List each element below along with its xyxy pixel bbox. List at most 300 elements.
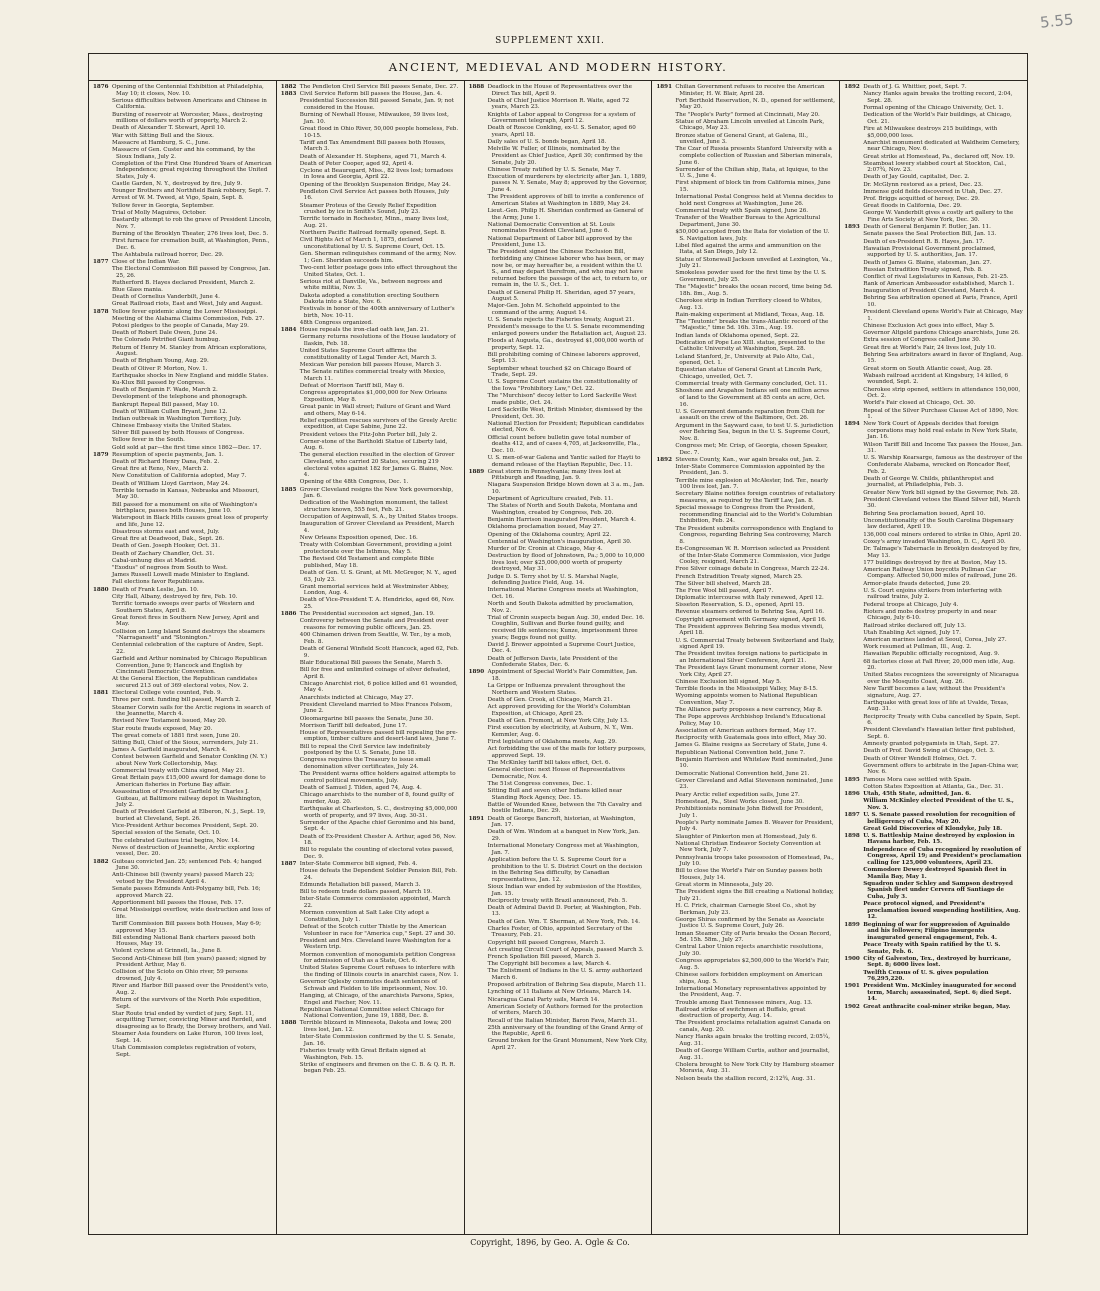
history-entry — [656, 651, 835, 664]
history-entry — [93, 112, 272, 125]
entry-text: Nancy Hanks again breaks the trotting record, 2:04, Sept. 28. — [863, 91, 1013, 104]
history-entry — [281, 771, 460, 784]
entry-year — [93, 133, 112, 140]
entry-text: Indian lands of Oklahoma opened, Sept. 22. — [675, 332, 800, 339]
history-entry — [469, 455, 648, 468]
entry-text: Free Silver coinage debate in Congress, March 22-24. — [675, 566, 830, 573]
history-entry — [844, 756, 1023, 763]
entry-year — [469, 208, 488, 221]
entry-text: Statue of Stonewall Jackson unveiled at Lexington, Va., July 21. — [675, 256, 833, 270]
history-entry — [281, 584, 460, 597]
history-entry — [656, 707, 835, 714]
history-entry — [469, 352, 648, 365]
entry-text: International Marine Congress meets at Washington, Oct. 16. — [487, 587, 639, 600]
history-entry — [93, 956, 272, 969]
history-frame — [88, 53, 1028, 1235]
entry-year — [281, 500, 300, 513]
entry-year — [281, 1034, 300, 1047]
entry-text: First legislature of Oklahoma meets, Aug. 29. — [487, 738, 617, 745]
history-entry — [281, 362, 460, 369]
entry-text: James A. Garfield inaugurated, March 4. — [112, 747, 227, 754]
entry-year — [844, 140, 863, 153]
entry-text: Yellow fever in the South. — [112, 437, 185, 444]
entry-year — [656, 889, 675, 902]
entry-year — [844, 763, 863, 776]
history-entry — [281, 723, 460, 730]
entry-year — [844, 246, 863, 259]
history-entry — [281, 597, 460, 610]
entry-text: Rioters and mobs destroy property in and near Chicago, July 6-10. — [863, 608, 997, 622]
entry-text: Death of William Cullen Bryant, June 12. — [112, 408, 228, 415]
history-entry — [281, 161, 460, 168]
entry-year — [93, 394, 112, 401]
entry-text: Relief expedition rescues survivors of the Greely Arctic expedition, at Cape Sabine, June 22. — [299, 417, 457, 431]
history-entry — [844, 901, 1023, 921]
entry-year — [281, 542, 300, 555]
entry-text: Hawaiian Provisional Government proclaimed, supported by U. S. authorities, Jan. 17. — [863, 245, 996, 259]
entry-text: Act approved providing for the World's Columbian Exposition, at Chicago, April 25. — [487, 704, 631, 717]
entry-text: Chinese Exclusion Act goes into effect, May 5. — [863, 323, 995, 330]
entry-year — [281, 189, 300, 202]
history-entry — [656, 834, 835, 841]
history-entry — [281, 154, 460, 161]
entry-text: Hawaiian Republic officially recognized, Aug. 9. — [863, 651, 1000, 658]
entry-text: Bill for free and unlimited coinage of silver defeated, April 8. — [299, 666, 451, 680]
history-entry — [656, 229, 835, 242]
history-entry — [281, 203, 460, 216]
entry-year — [469, 683, 488, 696]
entry-year — [469, 961, 488, 968]
entry-year — [281, 1007, 300, 1020]
entry-text: Battle of Wounded Knee, between the 7th Cavalry and hostile Indians, Dec. 29. — [487, 801, 642, 815]
entry-year: 1888 — [280, 1020, 297, 1027]
entry-year — [281, 806, 300, 819]
entry-year — [93, 188, 112, 195]
history-entry — [469, 760, 648, 767]
entry-year — [469, 532, 488, 539]
entry-year — [93, 423, 112, 430]
history-entry — [469, 601, 648, 614]
history-entry — [93, 125, 272, 132]
entry-text: National Department of Labor bill approved by the President, June 13. — [487, 235, 633, 249]
history-entry — [281, 535, 460, 542]
entry-text: Great panic in Wall street; Failure of Grant and Ward and others, May 6-14. — [299, 403, 451, 417]
history-entry — [469, 961, 648, 968]
history-entry — [844, 126, 1023, 139]
entry-year — [656, 319, 675, 332]
history-entry — [281, 681, 460, 694]
history-entry — [844, 288, 1023, 295]
entry-text: The Ashtabula railroad horror, Dec. 29. — [112, 251, 224, 258]
entry-year — [844, 323, 863, 330]
entry-year — [93, 579, 112, 586]
history-entry — [469, 989, 648, 996]
entry-text: Inauguration of President Cleveland, March 4. — [863, 288, 996, 295]
history-entry — [844, 581, 1023, 588]
history-entry — [656, 1062, 835, 1075]
history-entry — [93, 1031, 272, 1044]
entry-text: Bill extending National Bank charters passed both Houses, May 19. — [112, 934, 256, 948]
entry-year — [844, 189, 863, 196]
entry-year — [281, 646, 300, 659]
history-entry — [656, 595, 835, 602]
entry-text: President Cleveland vetoes the Bland Silver bill, March 30. — [863, 496, 1021, 510]
entry-year: 1887 — [280, 861, 297, 868]
entry-text: Guiteau convicted Jan. 25; sentenced Feb. 4; hanged June 30. — [112, 858, 262, 872]
entry-text: Great fire at Deadwood, Dak., Sept. 26. — [112, 536, 225, 543]
history-entry — [656, 1076, 835, 1083]
entry-text: Waterspout in Black Hills causes great loss of property and life, June 12. — [112, 515, 269, 528]
entry-text: United States recognizes the sovereignty of Nicaragua over the Mosquito Coast, Aug. 26. — [863, 672, 1019, 685]
history-entry — [93, 252, 272, 259]
entry-year — [281, 924, 300, 937]
entry-text: Bill to redeem trade dollars passed, March 19. — [299, 889, 433, 896]
history-entry — [93, 488, 272, 501]
history-entry — [93, 430, 272, 437]
entry-text: North and South Dakota admitted by proclamation, Nov. 2. — [487, 601, 634, 614]
history-entry — [656, 986, 835, 999]
history-entry — [93, 287, 272, 294]
history-entry — [93, 907, 272, 920]
entry-year — [844, 476, 863, 489]
entry-year — [844, 539, 863, 546]
entry-text: Shoshone and Arapahoe Indians sell one million acres of land to the Government at 85 cents an acre, Oct. 16. — [675, 388, 829, 408]
entry-text: Death of William Lloyd Garrison, May 24. — [112, 480, 230, 487]
entry-text: Steamboat lowery stabbed court at Stockton, Cal., 2:07¾, Nov. 23. — [863, 160, 1007, 174]
entry-text: The States of North and South Dakota, Montana and Washington, created by Congress, Feb. 20. — [487, 503, 638, 517]
history-entry — [844, 1004, 1023, 1011]
entry-year — [656, 243, 675, 256]
history-entry — [469, 940, 648, 947]
history-entry — [281, 500, 460, 513]
history-entry — [93, 181, 272, 188]
history-entry — [469, 1038, 648, 1051]
entry-year — [469, 324, 488, 337]
entry-text: World's Fair closed at Chicago, Oct. 30. — [863, 400, 976, 407]
entry-year — [469, 524, 488, 531]
entry-year — [656, 119, 675, 132]
entry-year — [281, 910, 300, 923]
history-entry — [656, 972, 835, 985]
entry-text: Nancy Hanks again breaks the trotting record, 2:05¼, Aug. 31. — [675, 1034, 831, 1047]
entry-text: Death of Gen. Wm. T. Sherman, at New York, Feb. 14. — [487, 918, 641, 925]
history-entry — [656, 312, 835, 319]
history-entry — [656, 409, 835, 422]
entry-text: The President approves Behring Sea modus vivendi, April 18. — [675, 623, 824, 637]
entry-year — [469, 366, 488, 379]
entry-year — [93, 409, 112, 416]
entry-year — [93, 181, 112, 188]
entry-text: Death of Cornelius Vanderbilt, June 4. — [112, 294, 220, 301]
entry-year — [93, 358, 112, 365]
history-entry — [93, 452, 272, 459]
history-entry — [93, 1011, 272, 1031]
entry-text: Congress requires the Treasury to issue small denomination silver certificates, July 24. — [299, 757, 431, 771]
entry-year — [281, 785, 300, 792]
entry-year — [469, 905, 488, 918]
entry-year — [93, 551, 112, 558]
history-entry — [281, 320, 460, 327]
history-entry — [844, 387, 1023, 400]
history-entry — [656, 354, 835, 367]
entry-text: Death of Richard Henry Dana, Feb. 2. — [112, 459, 220, 465]
entry-year — [844, 408, 863, 421]
history-entry — [281, 265, 460, 278]
history-entry — [281, 293, 460, 306]
entry-text: President vetoes the Fitz-John Porter bill, July 2. — [299, 431, 438, 438]
entry-year: 1897 — [844, 811, 860, 818]
history-entry — [844, 408, 1023, 421]
history-entry — [656, 333, 835, 340]
history-entry — [469, 146, 648, 166]
history-entry — [469, 697, 648, 704]
history-entry — [656, 841, 835, 854]
history-entry — [469, 407, 648, 420]
history-entry — [656, 208, 835, 215]
history-entry — [469, 421, 648, 434]
history-entry — [93, 294, 272, 301]
entry-text: Terrible tornado in Kansas, Nebraska and Missouri, May 30. — [112, 487, 260, 501]
entry-text: Gen. Sherman relinquishes command of the army, Nov. 1; Gen. Sheridan succeeds him. — [299, 251, 457, 264]
entry-text: James G. Blaine resigns as Secretary of State, June 4. — [675, 742, 828, 749]
entry-text: Death of George Bancroft, historian, at Washington, Jan. 17. — [487, 815, 636, 829]
entry-year — [844, 609, 863, 622]
entry-text: The Enlistment of Indians in the U. S. army authorized March 6. — [487, 968, 643, 981]
entry-year — [656, 167, 675, 180]
history-entry — [844, 373, 1023, 386]
entry-year — [93, 900, 112, 907]
entry-year — [469, 857, 488, 883]
history-entry — [469, 496, 648, 503]
history-entry — [93, 629, 272, 642]
history-entry — [844, 366, 1023, 373]
history-entry — [93, 437, 272, 444]
history-entry — [844, 105, 1023, 112]
entry-text: Utah Enabling Act signed, July 17. — [863, 629, 961, 636]
history-entry — [656, 574, 835, 581]
entry-year — [93, 316, 112, 323]
history-entry — [469, 393, 648, 406]
entry-text: Wyoming appoints women to National Republican Convention, May 7. — [675, 693, 818, 706]
entry-text: Terrible mine explosion at McAlester, Ind. Ter., nearly 100 lives lost, Jan. 7. — [675, 477, 829, 491]
supplement-heading: SUPPLEMENT XXII. — [495, 36, 605, 46]
entry-year — [93, 543, 112, 550]
history-entry — [93, 886, 272, 899]
entry-text: The Free Wool bill passed, April 7. — [675, 587, 774, 594]
entry-text: American Society of Authors formed for the protection of writers, March 30. — [487, 1003, 643, 1017]
entry-year — [844, 659, 863, 672]
entry-text: Burning of Newhall House, Milwaukee, 59 lives lost, Jan. 10. — [299, 112, 449, 125]
entry-year — [656, 423, 675, 443]
entry-year — [93, 740, 112, 747]
entry-year — [469, 249, 488, 289]
history-entry — [469, 642, 648, 655]
history-entry — [656, 771, 835, 778]
entry-text: Star route frauds exposed, May 20. — [112, 725, 213, 732]
entry-year — [656, 735, 675, 742]
entry-text: Application before the U. S. Supreme Court for a prohibition to the U. S. District Court on the decision in the Behring Sea difficulty, by Canadian representatives, Jan. 12. — [487, 856, 643, 883]
entry-year — [93, 823, 112, 830]
entry-text: Armor-plate frauds detected, June 29. — [863, 580, 971, 587]
history-entry — [844, 91, 1023, 104]
entry-text: President Wm. McKinley inaugurated for second term, March; assassinated, Sept. 6; died Sept. 14. — [863, 983, 1017, 1003]
entry-year: 1886 — [280, 611, 297, 618]
entry-text: River and Harbor Bill passed over the President's veto, Aug. 2. — [112, 983, 269, 996]
history-entry — [844, 323, 1023, 330]
entry-year: 1898 — [844, 832, 860, 839]
history-entry — [93, 579, 272, 586]
history-entry — [656, 806, 835, 819]
entry-text: General election: next House of Representatives Democratic, Nov. 4. — [487, 767, 626, 780]
entry-text: Potosi pledges to the people of Canada, May 29. — [112, 323, 249, 330]
entry-year — [656, 478, 675, 491]
entry-year — [656, 931, 675, 944]
history-entry — [469, 303, 648, 316]
history-entry — [656, 917, 835, 930]
entry-year — [844, 581, 863, 588]
history-entry — [656, 714, 835, 727]
entry-text: Central Labor Union rejects anarchistic resolutions, July 30. — [675, 944, 824, 957]
history-entry — [281, 882, 460, 889]
entry-text: Repeal of the Silver Purchase Clause Act of 1890, Nov. 1. — [863, 407, 1019, 421]
entry-year — [281, 681, 300, 694]
page-title: ANCIENT, MEDIEVAL AND MODERN HISTORY. — [89, 54, 1027, 81]
entry-text: George W. Vanderbilt gives a costly art gallery to the Fine Arts Society at New York, Dec. 30. — [863, 210, 1014, 223]
entry-text: Statue of Abraham Lincoln unveiled at Lincoln Park, Chicago, May 23. — [675, 118, 825, 132]
entry-text: Violent cyclone at Grinnell, Ia., June 8. — [112, 948, 222, 955]
history-entry — [281, 383, 460, 390]
entry-text: Amnesty granted polygamists in Utah, Sept. 27. — [863, 741, 1000, 748]
entry-text: Death of Chief Justice Morrison R. Waite, aged 72 years, March 23. — [487, 97, 630, 111]
entry-text: Immense gold fields discovered in Utah, Dec. 27. — [863, 188, 1003, 195]
history-entry — [656, 340, 835, 353]
history-entry — [656, 146, 835, 166]
history-entry — [281, 695, 460, 702]
entry-year — [93, 337, 112, 344]
history-entry — [281, 1007, 460, 1020]
entry-text: International Postal Congress held at Vienna decides to hold next Congress at Washington, June 26. — [675, 194, 834, 207]
history-entry — [281, 667, 460, 680]
history-entry — [469, 503, 648, 516]
history-entry — [844, 203, 1023, 210]
entry-year — [656, 693, 675, 706]
entry-year — [844, 400, 863, 407]
entry-text: President's message to the U. S. Senate recommending enlarged powers under the Retaliation act, August 23. — [487, 324, 647, 337]
entry-text: Inter-State Commerce Commission appointed by the President, Jan. 5. — [675, 463, 825, 477]
history-entry — [844, 476, 1023, 489]
entry-text: Nelson beats the stallion record, 2:12¾, Aug. 31. — [675, 1075, 816, 1082]
entry-text: Gold sold at par—the first time since 1862—Dec. 17. — [112, 444, 262, 451]
history-entry — [93, 587, 272, 594]
history-entry — [656, 820, 835, 833]
entry-year — [93, 287, 112, 294]
entry-year — [844, 602, 863, 609]
history-entry — [281, 847, 460, 860]
entry-text: Greater New York bill signed by the Governor, Feb. 28. — [863, 489, 1020, 496]
entry-year — [281, 938, 300, 951]
entry-text: Mormon convention at Salt Lake City adopt a Constitution, July 1. — [299, 910, 429, 923]
history-entry — [469, 482, 648, 495]
entry-year: 1890 — [468, 669, 485, 676]
entry-text: The President signs the Bill creating a National holiday, July 21. — [675, 889, 834, 902]
entry-text: Treaty with Colombian Government, providing a joint protectorate over the Isthmus, May 5. — [299, 542, 452, 555]
history-entry — [469, 1025, 648, 1038]
history-entry — [844, 588, 1023, 601]
entry-year: 1882 — [280, 84, 297, 90]
history-entry — [93, 656, 272, 676]
history-entry — [93, 188, 272, 195]
entry-text: Death of Zachary Chandler, Oct. 31. — [112, 550, 215, 557]
entry-text: Nicaragua Canal Party sails, March 14. — [487, 996, 600, 1003]
history-entry — [281, 84, 460, 91]
entry-text: Governor Oglesby commutes death sentences of Schwab and Fielden to life imprisonment, Nov. 10. — [299, 979, 448, 992]
entry-year — [281, 1062, 300, 1075]
history-entry — [93, 697, 272, 704]
entry-text: Presidential Succession Bill passed Senate, Jan. 9; not considered in the House. — [299, 98, 454, 111]
entry-text: Tariff and Tax Amendment Bill passes both Houses, March 3. — [299, 139, 446, 153]
entry-year — [469, 642, 488, 655]
entry-year — [844, 630, 863, 637]
history-entry — [469, 739, 648, 746]
entry-text: Death of Roscoe Conkling, ex-U. S. Senator, aged 60 years, April 18. — [487, 125, 636, 138]
entry-text: Younger Brothers and Northfield Bank robbery, Sept. 7. — [112, 188, 271, 195]
entry-year — [844, 274, 863, 281]
entry-text: The President warns office holders against attempts to control political movements, July. — [299, 771, 456, 784]
history-entry — [656, 638, 835, 651]
entry-year — [281, 584, 300, 597]
entry-year — [656, 270, 675, 283]
history-entry — [656, 868, 835, 881]
entry-text: Ground broken for the Grant Monument, New York City, April 27. — [487, 1038, 648, 1052]
history-entry — [281, 140, 460, 153]
entry-text: Rain-making experiment at Midland, Texas, Aug. 18. — [675, 311, 825, 318]
history-entry — [656, 588, 835, 595]
entry-year — [93, 387, 112, 394]
entry-text: French Extradition Treaty signed, March 25. — [675, 573, 803, 580]
history-entry — [93, 210, 272, 217]
history-entry — [93, 983, 272, 996]
entry-year — [93, 565, 112, 572]
entry-text: Inter-State Commerce commission appointed, March 22. — [299, 896, 451, 910]
entry-year — [469, 421, 488, 434]
entry-text: Appointment of Special World's Fair Committee, Jan. 18. — [487, 669, 638, 682]
entry-year — [656, 868, 675, 881]
entry-year — [281, 140, 300, 153]
history-entry — [93, 775, 272, 788]
entry-year — [656, 1020, 675, 1033]
entry-year: 1883 — [280, 91, 297, 98]
entry-text: Execution of murderers by electricity after Jan. 1, 1889, passes N. Y. Senate, May 8; approved by the Governor, June 4. — [487, 173, 647, 194]
entry-year — [469, 553, 488, 573]
history-entry — [93, 330, 272, 337]
history-entry — [93, 676, 272, 689]
history-entry — [844, 922, 1023, 942]
entry-text: Opening of the Centennial Exhibition at Philadelphia, May 10; it closes, Nov. 10. — [112, 84, 264, 97]
entry-year — [469, 898, 488, 905]
entry-year — [93, 195, 112, 202]
entry-text: Arrest of W. M. Tweed, at Vigo, Spain, Sept. 8. — [112, 195, 244, 202]
entry-text: Rutherford B. Hayes declared President, March 2. — [112, 279, 255, 286]
entry-text: Senate passes the Seal Protection Bill, Jan. 13. — [863, 231, 997, 238]
history-entry — [281, 189, 460, 202]
entry-year — [844, 497, 863, 510]
columns-container — [89, 80, 1027, 1234]
entry-year: 1902 — [844, 1003, 860, 1010]
entry-year — [656, 257, 675, 270]
history-entry — [844, 174, 1023, 181]
entry-text: Diplomatic intercourse with Italy renewed, April 12. — [675, 595, 824, 602]
entry-year — [281, 889, 300, 896]
